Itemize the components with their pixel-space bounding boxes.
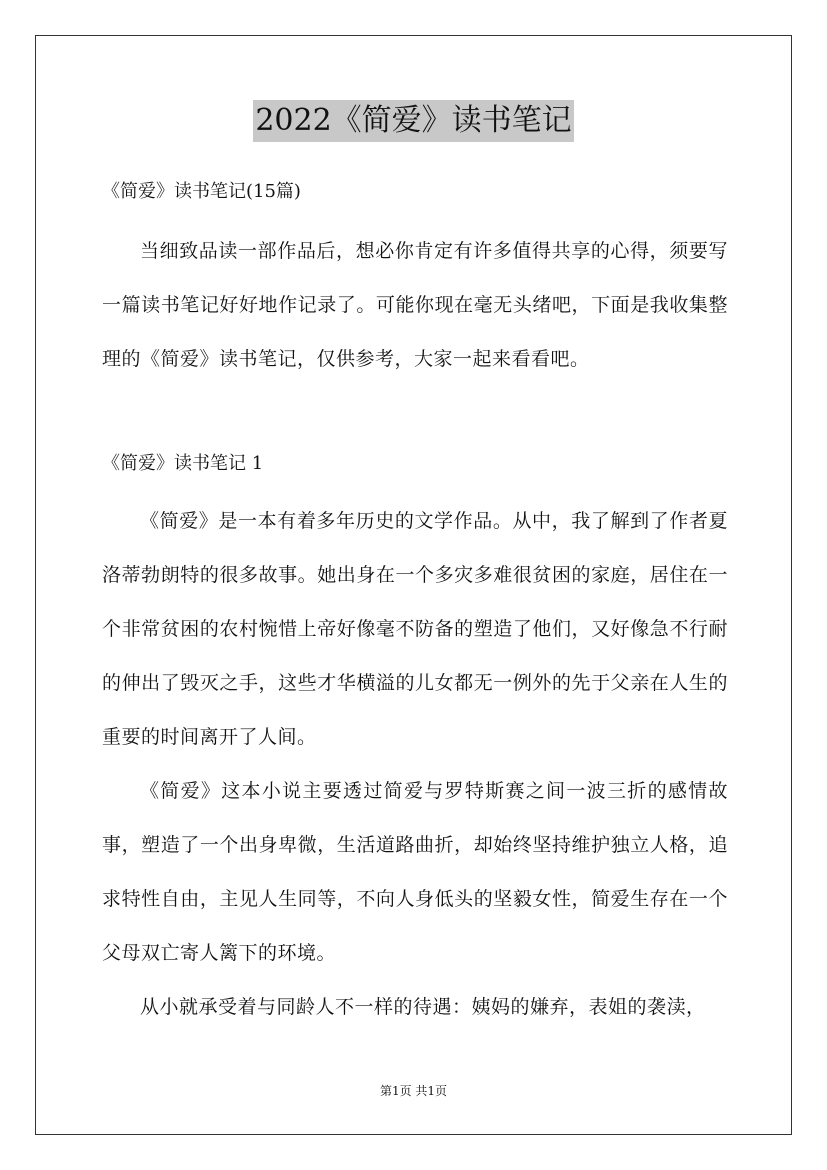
document-subtitle: 《简爱》读书笔记(15篇) xyxy=(102,181,301,202)
document-body xyxy=(102,170,728,1034)
intro-paragraph: 当细致品读一部作品后，想必你肯定有许多值得共享的心得，须要写一篇读书笔记好好地作记录了。可能你现在毫无头绪吧，下面是我收集整理的《简爱》读书笔记，仅供参考，大家一起来看看吧。 xyxy=(102,240,728,370)
section-body xyxy=(102,494,728,1034)
title-wrap xyxy=(0,100,827,142)
section-heading: 《简爱》读书笔记 1 xyxy=(102,453,264,474)
body-paragraph: 从小就承受着与同龄人不一样的待遇：姨妈的嫌弃，表姐的袭渎， xyxy=(140,996,706,1018)
page-footer: 第1页 共1页 xyxy=(379,1084,448,1098)
document-title: 2022《简爱》读书笔记 xyxy=(253,100,573,142)
body-paragraph: 《简爱》这本小说主要透过简爱与罗特斯赛之间一波三折的感情故事，塑造了一个出身卑微，生活道路曲折，却始终坚持维护独立人格，追求特性自由，主见人生同等，不向人身低头的坚毅女性，简爱生存在一个父母双亡寄人篱下的环境。 xyxy=(102,780,728,964)
body-paragraph: 《简爱》是一本有着多年历史的文学作品。从中，我了解到了作者夏洛蒂勃朗特的很多故事。她出身在一个多灾多难很贫困的家庭，居住在一个非常贫困的农村惋惜上帝好像毫不防备的塑造了他们，又好像急不行耐的伸出了毁灭之手，这些才华横溢的儿女都无一例外的先于父亲在人生的重要的时间离开了人间。 xyxy=(102,510,728,748)
